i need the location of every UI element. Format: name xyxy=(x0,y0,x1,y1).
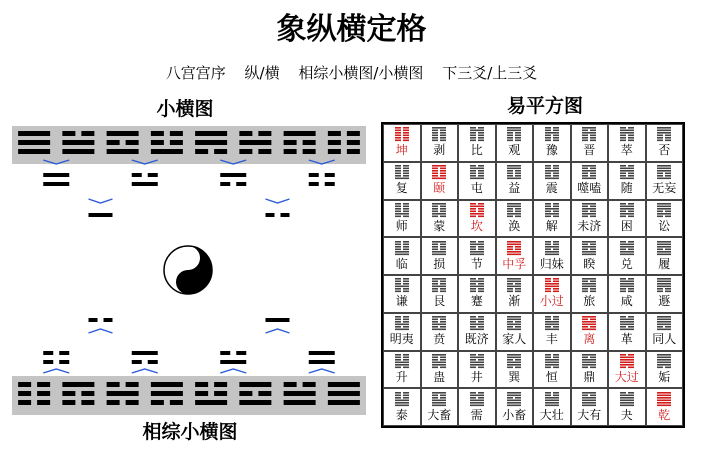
hexagram-symbol-icon xyxy=(657,278,671,293)
hexagram-cell[interactable] xyxy=(421,275,459,313)
hexagram-name: 革 xyxy=(620,332,633,347)
hexagram-cell[interactable] xyxy=(458,200,496,238)
hexagram-name: 无妄 xyxy=(652,181,677,196)
hexagram-cell[interactable] xyxy=(496,351,534,389)
hexagram-cell[interactable] xyxy=(458,351,496,389)
trigram-010 xyxy=(107,382,139,405)
hexagram-symbol-icon xyxy=(507,127,521,142)
hexagram-cell[interactable] xyxy=(458,388,496,426)
hexagram-cell[interactable] xyxy=(608,200,646,238)
hexagram-cell[interactable] xyxy=(608,124,646,162)
hexagram-cell[interactable] xyxy=(533,275,571,313)
page-title: 象纵横定格 xyxy=(276,12,427,47)
hexagram-cell[interactable] xyxy=(646,162,684,200)
hexagram-name: 大畜 xyxy=(427,407,452,422)
trigram-101 xyxy=(107,131,139,154)
bigram-11 xyxy=(43,173,69,186)
hexagram-name: 临 xyxy=(395,256,408,271)
hexagram-name: 解 xyxy=(545,218,558,233)
hexagram-symbol-icon xyxy=(507,203,521,218)
hexagram-cell[interactable] xyxy=(571,124,609,162)
hexagram-name: 大壮 xyxy=(539,407,564,422)
hexagram-symbol-icon xyxy=(470,354,484,369)
hexagram-cell[interactable] xyxy=(421,162,459,200)
hexagram-name: 睽 xyxy=(583,256,596,271)
hexagram-symbol-icon xyxy=(657,127,671,142)
bigram-11 xyxy=(309,351,335,364)
hexagram-name: 大过 xyxy=(614,369,639,384)
hexagram-symbol-icon xyxy=(432,241,446,256)
chevron-arrow-icon xyxy=(132,369,158,373)
bigram-10 xyxy=(132,351,158,364)
hexagram-name: 蛊 xyxy=(433,369,446,384)
hexagram-name: 小畜 xyxy=(502,407,527,422)
chevron-arrow-icon xyxy=(89,199,113,203)
hexagram-symbol-icon xyxy=(507,354,521,369)
hexagram-name: 节 xyxy=(470,256,483,271)
hexagram-symbol-icon xyxy=(620,241,634,256)
hexagram-name: 小过 xyxy=(539,294,564,309)
hexagram-symbol-icon xyxy=(470,241,484,256)
hexagram-cell[interactable] xyxy=(571,388,609,426)
hexagram-name: 井 xyxy=(470,369,483,384)
hexagram-symbol-icon xyxy=(432,392,446,407)
hexagram-name: 晋 xyxy=(583,143,596,158)
hexagram-symbol-icon xyxy=(545,165,559,180)
hexagram-symbol-icon xyxy=(582,127,596,142)
hexagram-name: 兑 xyxy=(620,256,633,271)
hexagram-cell[interactable] xyxy=(646,388,684,426)
hexagram-name: 坎 xyxy=(470,218,483,233)
hexagram-name: 谦 xyxy=(395,294,408,309)
hexagram-name: 咸 xyxy=(620,294,633,309)
hexagram-symbol-icon xyxy=(395,392,409,407)
chevron-arrow-icon xyxy=(220,160,246,164)
hexagram-cell[interactable] xyxy=(496,124,534,162)
hexagram-cell[interactable] xyxy=(496,313,534,351)
hexagram-symbol-icon xyxy=(620,127,634,142)
trigram-000 xyxy=(328,131,360,154)
hexagram-cell[interactable] xyxy=(533,124,571,162)
hexagram-name: 讼 xyxy=(658,218,671,233)
hexagram-cell[interactable] xyxy=(571,275,609,313)
hexagram-cell[interactable] xyxy=(383,388,421,426)
hexagram-name: 渐 xyxy=(508,294,521,309)
hexagram-cell[interactable] xyxy=(533,237,571,275)
trigram-100 xyxy=(62,382,94,405)
hexagram-symbol-icon xyxy=(582,392,596,407)
hexagram-symbol-icon xyxy=(432,354,446,369)
hexagram-cell[interactable] xyxy=(646,237,684,275)
chevron-arrow-icon xyxy=(89,329,113,333)
hexagram-symbol-icon xyxy=(395,127,409,142)
hexagram-symbol-icon xyxy=(432,127,446,142)
chevron-arrow-icon xyxy=(43,160,69,164)
hexagram-cell[interactable] xyxy=(608,162,646,200)
hexagram-symbol-icon xyxy=(545,278,559,293)
hexagram-symbol-icon xyxy=(470,392,484,407)
hexagram-name: 明夷 xyxy=(389,332,414,347)
hexagram-symbol-icon xyxy=(620,203,634,218)
hexagram-symbol-icon xyxy=(657,392,671,407)
monogram-0 xyxy=(266,213,290,217)
hexagram-name: 损 xyxy=(433,256,446,271)
hexagram-cell[interactable] xyxy=(458,313,496,351)
hexagram-cell[interactable] xyxy=(421,313,459,351)
hexagram-symbol-icon xyxy=(657,354,671,369)
hexagram-cell[interactable] xyxy=(496,388,534,426)
bigram-10 xyxy=(220,173,246,186)
hexagram-name: 坤 xyxy=(395,143,408,158)
hexagram-name: 夬 xyxy=(620,407,633,422)
hexagram-cell[interactable] xyxy=(383,124,421,162)
hexagram-name: 噬嗑 xyxy=(577,181,602,196)
hexagram-name: 家人 xyxy=(502,332,527,347)
hexagram-name: 益 xyxy=(508,181,521,196)
hexagram-symbol-icon xyxy=(470,203,484,218)
nav-link-trigram-order[interactable]: 下三爻/上三爻 xyxy=(442,64,538,82)
trigram-110 xyxy=(151,382,183,405)
hexagram-name: 困 xyxy=(620,218,633,233)
bigram-00 xyxy=(43,351,69,364)
hexagram-symbol-icon xyxy=(507,241,521,256)
hexagram-name: 离 xyxy=(583,332,596,347)
hexagram-name: 否 xyxy=(658,143,671,158)
hexagram-name: 既济 xyxy=(464,332,489,347)
hexagram-cell[interactable] xyxy=(421,388,459,426)
bigram-00 xyxy=(309,173,335,186)
trigram-001 xyxy=(195,382,227,405)
hexagram-name: 剥 xyxy=(433,143,446,158)
hexagram-symbol-icon xyxy=(545,241,559,256)
hexagram-name: 升 xyxy=(395,369,408,384)
trigram-110 xyxy=(195,131,227,154)
combined-diagram-title: 相综小横图 xyxy=(142,421,238,443)
hexagram-cell[interactable] xyxy=(496,162,534,200)
hexagram-name: 未济 xyxy=(577,218,602,233)
taiji-icon xyxy=(163,245,213,295)
hexagram-cell[interactable] xyxy=(421,237,459,275)
hexagram-cell[interactable] xyxy=(608,237,646,275)
hexagram-name: 贲 xyxy=(433,332,446,347)
chevron-arrow-icon xyxy=(309,160,335,164)
chevron-arrow-icon xyxy=(266,199,290,203)
hexagram-name: 震 xyxy=(545,181,558,196)
hexagram-symbol-icon xyxy=(395,278,409,293)
trigram-011 xyxy=(62,131,94,154)
hexagram-cell[interactable] xyxy=(421,200,459,238)
hexagram-symbol-icon xyxy=(582,316,596,331)
hexagram-cell[interactable] xyxy=(383,162,421,200)
square-diagram-title: 易平方图 xyxy=(506,95,583,117)
hexagram-cell[interactable] xyxy=(646,351,684,389)
hexagram-symbol-icon xyxy=(657,316,671,331)
hexagram-cell[interactable] xyxy=(383,237,421,275)
hexagram-name: 丰 xyxy=(545,332,558,347)
hexagram-name: 姤 xyxy=(658,369,671,384)
hexagram-name: 比 xyxy=(470,143,483,158)
hexagram-cell[interactable] xyxy=(421,351,459,389)
small-diagram-title: 小横图 xyxy=(156,98,214,120)
hexagram-symbol-icon xyxy=(582,241,596,256)
hexagram-symbol-icon xyxy=(582,203,596,218)
hexagram-cell[interactable] xyxy=(421,124,459,162)
hexagram-cell[interactable] xyxy=(458,162,496,200)
hexagram-cell[interactable] xyxy=(533,351,571,389)
hexagram-cell[interactable] xyxy=(608,313,646,351)
monogram-0 xyxy=(89,318,113,322)
hexagram-name: 巽 xyxy=(508,369,521,384)
nav-link-small-horizontal[interactable]: 相综小横图/小横图 xyxy=(298,64,424,82)
hexagram-symbol-icon xyxy=(545,392,559,407)
hexagram-symbol-icon xyxy=(620,316,634,331)
hexagram-name: 颐 xyxy=(433,181,446,196)
hexagram-name: 蒙 xyxy=(433,218,446,233)
hexagram-symbol-icon xyxy=(620,165,634,180)
hexagram-name: 乾 xyxy=(658,407,671,422)
hexagram-cell[interactable] xyxy=(496,275,534,313)
hexagram-symbol-icon xyxy=(395,241,409,256)
hexagram-name: 需 xyxy=(470,407,483,422)
hexagram-symbol-icon xyxy=(395,354,409,369)
hexagram-cell[interactable] xyxy=(571,237,609,275)
hexagram-symbol-icon xyxy=(470,165,484,180)
hexagram-name: 复 xyxy=(395,181,408,196)
hexagram-cell[interactable] xyxy=(646,124,684,162)
hexagram-symbol-icon xyxy=(620,278,634,293)
nav-link-vertical-horizontal[interactable]: 纵/横 xyxy=(244,64,280,82)
chevron-arrow-icon xyxy=(43,369,69,373)
hexagram-symbol-icon xyxy=(432,316,446,331)
hexagram-symbol-icon xyxy=(470,278,484,293)
trigram-111 xyxy=(18,131,50,154)
hexagram-symbol-icon xyxy=(545,354,559,369)
trigram-011 xyxy=(284,382,316,405)
hexagram-symbol-icon xyxy=(432,165,446,180)
hexagram-symbol-icon xyxy=(507,392,521,407)
hexagram-symbol-icon xyxy=(432,278,446,293)
hexagram-symbol-icon xyxy=(395,165,409,180)
hexagram-cell[interactable] xyxy=(608,351,646,389)
hexagram-name: 随 xyxy=(620,181,633,196)
hexagram-name: 中孚 xyxy=(502,256,527,271)
hexagram-name: 萃 xyxy=(620,143,633,158)
hexagram-name: 蹇 xyxy=(470,294,483,309)
hexagram-cell[interactable] xyxy=(496,237,534,275)
hexagram-symbol-icon xyxy=(657,241,671,256)
hexagram-cell[interactable] xyxy=(533,388,571,426)
hexagram-cell[interactable] xyxy=(383,313,421,351)
hexagram-symbol-icon xyxy=(432,203,446,218)
nav-link-palace-order[interactable]: 八宫宫序 xyxy=(165,64,226,82)
bigram-01 xyxy=(132,173,158,186)
hexagram-cell[interactable] xyxy=(571,162,609,200)
trigram-111 xyxy=(328,382,360,405)
hexagram-cell[interactable] xyxy=(646,313,684,351)
hexagram-symbol-icon xyxy=(545,316,559,331)
hexagram-symbol-icon xyxy=(470,127,484,142)
hexagram-cell[interactable] xyxy=(608,388,646,426)
hexagram-name: 观 xyxy=(508,143,521,158)
hexagram-name: 屯 xyxy=(470,181,483,196)
trigram-001 xyxy=(151,131,183,154)
chevron-arrow-icon xyxy=(266,329,290,333)
hexagram-name: 豫 xyxy=(545,143,558,158)
trigram-100 xyxy=(284,131,316,154)
hexagram-name: 恒 xyxy=(545,369,558,384)
hexagram-symbol-icon xyxy=(507,278,521,293)
hexagram-symbol-icon xyxy=(657,203,671,218)
hexagram-name: 师 xyxy=(395,218,408,233)
hexagram-symbol-icon xyxy=(395,203,409,218)
hexagram-name: 艮 xyxy=(433,294,446,309)
hexagram-cell[interactable] xyxy=(646,275,684,313)
monogram-1 xyxy=(266,318,290,322)
hexagram-symbol-icon xyxy=(545,203,559,218)
hexagram-symbol-icon xyxy=(582,165,596,180)
hexagram-cell[interactable] xyxy=(646,200,684,238)
hexagram-symbol-icon xyxy=(620,354,634,369)
hexagram-cell[interactable] xyxy=(496,200,534,238)
hexagram-cell[interactable] xyxy=(533,162,571,200)
hexagram-cell[interactable] xyxy=(458,275,496,313)
hexagram-cell[interactable] xyxy=(571,313,609,351)
hexagram-name: 涣 xyxy=(508,218,521,233)
hexagram-cell[interactable] xyxy=(383,351,421,389)
hexagram-symbol-icon xyxy=(507,165,521,180)
hexagram-cell[interactable] xyxy=(571,200,609,238)
hexagram-cell[interactable] xyxy=(533,200,571,238)
hexagram-symbol-icon xyxy=(620,392,634,407)
hexagram-name: 大有 xyxy=(577,407,602,422)
hexagram-cell[interactable] xyxy=(533,313,571,351)
chevron-arrow-icon xyxy=(220,369,246,373)
hexagram-symbol-icon xyxy=(582,354,596,369)
hexagram-symbol-icon xyxy=(582,278,596,293)
bigram-01 xyxy=(220,351,246,364)
hexagram-symbol-icon xyxy=(395,316,409,331)
hexagram-name: 旅 xyxy=(583,294,596,309)
hexagram-cell[interactable] xyxy=(608,275,646,313)
hexagram-cell[interactable] xyxy=(383,200,421,238)
monogram-1 xyxy=(89,213,113,217)
chevron-arrow-icon xyxy=(132,160,158,164)
hexagram-name: 遯 xyxy=(658,294,671,309)
trigram-000 xyxy=(18,382,50,405)
hexagram-symbol-icon xyxy=(507,316,521,331)
hexagram-name: 鼎 xyxy=(583,369,596,384)
hexagram-cell[interactable] xyxy=(458,237,496,275)
hexagram-name: 履 xyxy=(658,256,671,271)
hexagram-symbol-icon xyxy=(657,165,671,180)
hexagram-cell[interactable] xyxy=(383,275,421,313)
hexagram-cell[interactable] xyxy=(458,124,496,162)
hexagram-name: 同人 xyxy=(652,332,677,347)
hexagram-name: 泰 xyxy=(395,407,408,422)
hexagram-cell[interactable] xyxy=(571,351,609,389)
hexagram-square-grid xyxy=(381,122,685,428)
chevron-arrow-icon xyxy=(309,369,335,373)
trigram-101 xyxy=(239,382,271,405)
hexagram-symbol-icon xyxy=(470,316,484,331)
hexagram-symbol-icon xyxy=(545,127,559,142)
hexagram-name: 归妹 xyxy=(539,256,564,271)
trigram-010 xyxy=(239,131,271,154)
